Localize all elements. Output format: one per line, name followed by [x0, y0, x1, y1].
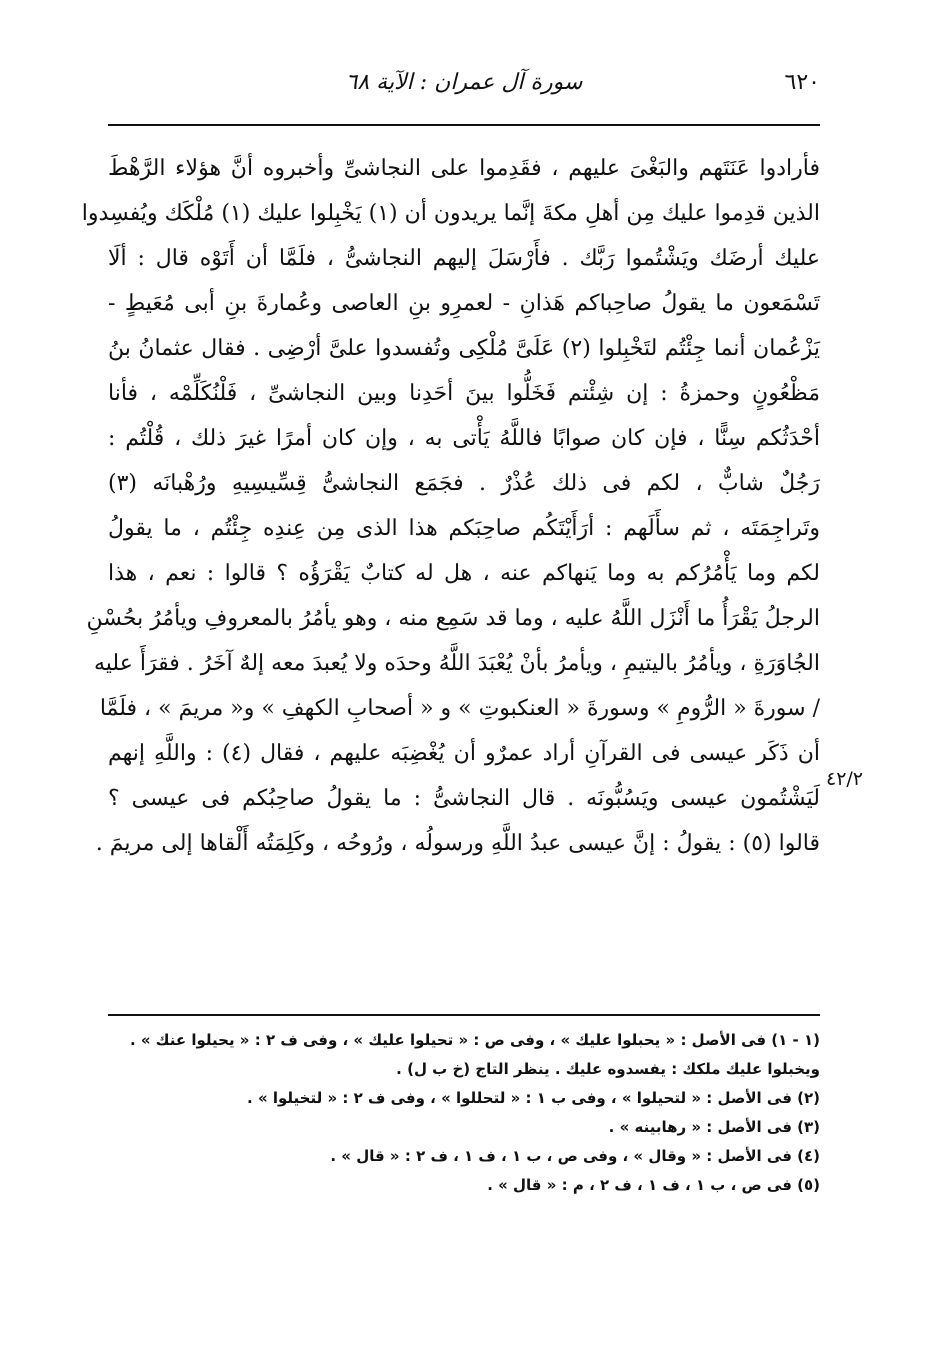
text-line: يَزْعُمان أنما جِئْتُم لتَخْبِلوا (٢) عَلَىَّ مُلْكِى وتُفسدوا علىَّ أرْضِى . فقال عثمانُ بنُ [108, 336, 821, 361]
page-number: ٦٢٠ [784, 70, 820, 95]
text-line: الجُاوَرَةِ ، ويأمُرُ باليتيمِ ، ويأمرُ بأنْ يُعْبَدَ اللَّهُ وحدَه ولا يُعبدَ معه إلهٌ آخَرُ . فقرَأَ عليه [94, 651, 820, 676]
text-line: لكم وما يَأْمُرُكم به وما يَنهاكم عنه ، هل له كتابٌ يَقْرَؤُه ؟ قالوا : نعم ، هذا [108, 561, 820, 586]
footnote: (١ - ١) فى الأصل : « يحبلوا عليك » ، وفى ص : « تحيلوا عليك » ، وفى ف ٢ : « يحيلوا عنك » . [129, 1031, 820, 1049]
footnote: ويخبلوا عليك ملكك : يفسدوه عليك . ينظر التاج (خ ب ل) . [396, 1060, 820, 1078]
footnote: (٢) فى الأصل : « لتحيلوا » ، وفى ب ١ : « لتحللوا » ، وفى ف ٢ : « لتخيلوا » . [247, 1089, 820, 1107]
text-line: لَيَشْتُمون عيسى ويَسُبُّونَه . قال النجاشىُّ : ما يقولُ صاحِبُكم فى عيسى ؟ [108, 786, 820, 811]
text-line: وتَراجِمَتَه ، ثم سأَلَهم : أرَأَيْتَكُم صاحِبَكم هذا الذى مِن عِندِه جِئْتُم ، ما يقولُ [108, 516, 820, 541]
running-title: سورة آل عمران : الآية ٦٨ [345, 70, 583, 95]
text-line: الذين قدِموا عليك مِن أهلِ مكةَ إنَّما يريدون أن (١) يَخْبِلوا عليك (١) مُلْكَك ويُفسِدوا [81, 201, 820, 226]
header-rule [108, 124, 820, 126]
text-line: / سورةَ « الرُّومِ » وسورةَ « العنكبوتِ » و « أصحابِ الكهفِ » و« مريمَ » ، فلَمَّا [99, 696, 820, 721]
text-line: عليك أرضَك ويَشْتُموا رَبَّك . فأَرْسَلَ إليهم النجاشىُّ ، فلَمَّا أن أَتَوْه قال : ألَا [108, 246, 820, 271]
footnote-rule [108, 1014, 820, 1016]
footnote: (٣) فى الأصل : « رهابينه » . [608, 1118, 820, 1136]
text-line: فأرادوا عَنَتَهم والبَغْىَ عليهم ، فقَدِموا على النجاشىِّ وأخبروه أنَّ هؤلاء الرَّهْطَ [108, 156, 820, 181]
text-line: رَجُلٌ شابٌّ ، لكم فى ذلك عُذْرٌ . فجَمَع النجاشىُّ قِسِّيسِيهِ ورُهْبانَه (٣) [108, 471, 820, 496]
footnote: (٥) فى ص ، ب ١ ، ف ١ ، ف ٢ ، م : « قال » . [487, 1176, 820, 1194]
footnotes [108, 1026, 820, 1200]
text-line: مَظْعُونٍ وحمزةُ : إن شِئْتم فَخَلُّوا بينَ أحَدِنا وبين النجاشىِّ ، فَلْنُكَلِّمْه ، فأنا [108, 381, 820, 406]
footnote: (٤) فى الأصل : « وقال » ، وفى ص ، ب ١ ، ف ١ ، ف ٢ : « قال » . [330, 1147, 820, 1165]
main-text [81, 146, 821, 866]
margin-note: ٤٢/٢ [826, 768, 864, 790]
text-line: أحْدَثُكم سِنًّا ، فإن كان صوابًا فاللَّهُ يَأْتى به ، وإن كان أمرًا غيرَ ذلك ، قُلْتُم : [108, 426, 820, 451]
text-line: قالوا (٥) : يقولُ : إنَّ عيسى عبدُ اللَّهِ ورسولُه ، ورُوحُه ، وكَلِمَتُه أَلْقاها إلى مريمَ . [95, 831, 820, 856]
text-line: الرجلُ يَقْرَأُ ما أَنْزَل اللَّهُ عليه ، وما قد سَمِع منه ، وهو يأمُرُ بالمعروفِ ويأمُرُ بحُسْنِ [86, 606, 820, 631]
text-line: تَسْمَعون ما يقولُ صاحِباكم هَذانِ - لعمرِو بنِ العاصى وعُمارةَ بنِ أبى مُعَيطٍ - [108, 291, 820, 316]
page-header [108, 70, 820, 110]
text-line: أن ذَكَر عيسى فى القرآنِ أراد عمرٌو أن يُغْضِبَه عليهم ، فقال (٤) : واللَّهِ إنهم [108, 741, 821, 766]
